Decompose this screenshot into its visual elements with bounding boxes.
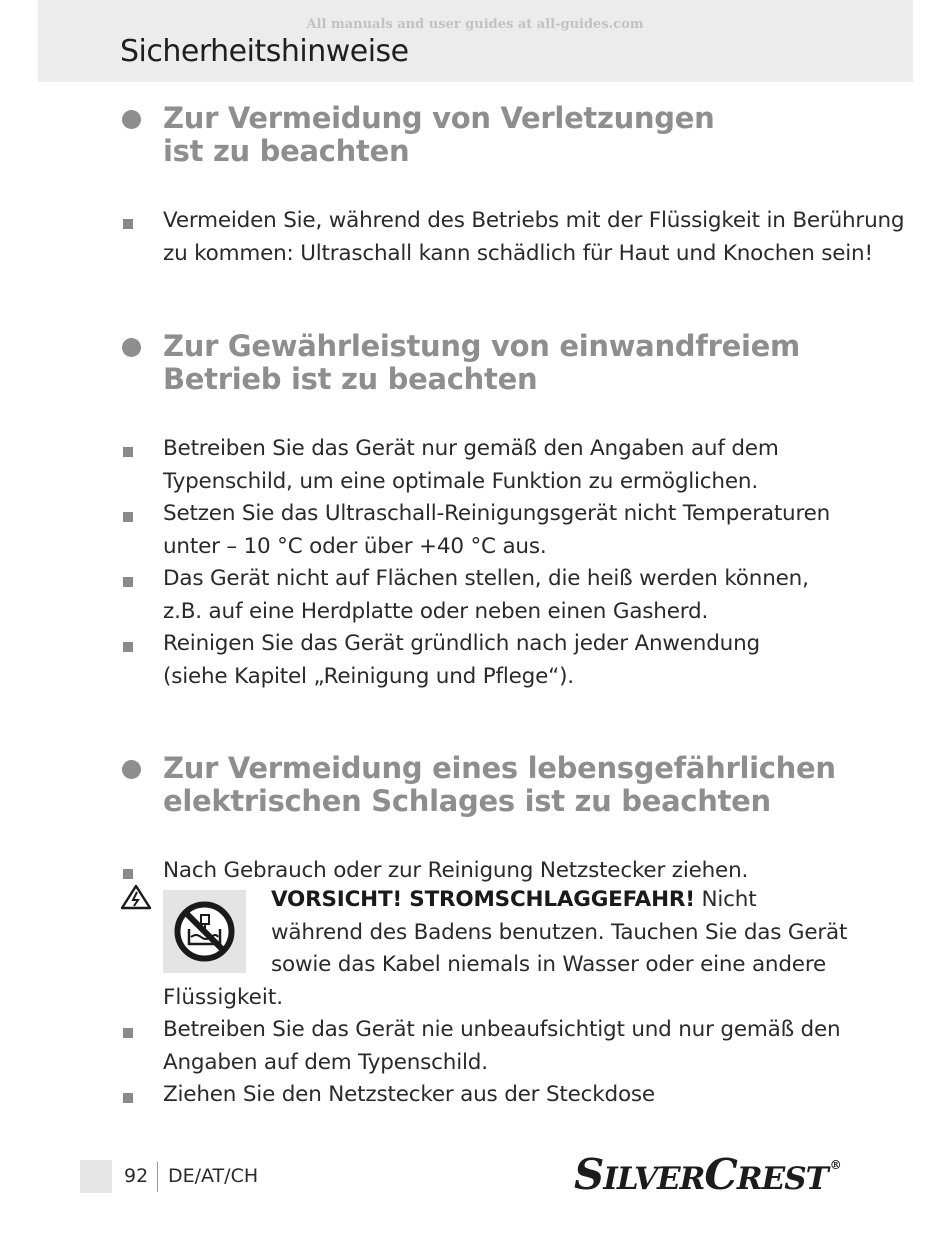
- section-electric-shock-continued: [120, 1014, 840, 1112]
- list-item: Das Gerät nicht auf Flächen stellen, die heiß werden können, z.B. auf eine Herdplatte oder neben einen Gasherd.: [120, 563, 840, 628]
- section-heading: Zur Vermeidung von Verletzungen ist zu beachten: [120, 102, 840, 168]
- warning-triangle-icon: [120, 884, 152, 910]
- square-bullet-icon: [123, 577, 133, 587]
- section-electric-shock: [120, 752, 840, 888]
- warning-continuation: Flüssigkeit.: [163, 985, 284, 1010]
- square-bullet-icon: [123, 1028, 133, 1038]
- footer-divider: [157, 1162, 158, 1192]
- section-heading: Zur Gewährleistung von einwandfreiem Betrieb ist zu beachten: [120, 330, 840, 396]
- list-item: Vermeiden Sie, während des Betriebs mit der Flüssigkeit in Berührung zu kommen: Ultraschall kann schädlich für Haut und Knochen sein!: [120, 205, 840, 270]
- square-bullet-icon: [123, 869, 133, 879]
- list-item: Reinigen Sie das Gerät gründlich nach jeder Anwendung (siehe Kapitel „Reinigung und Pflege“).: [120, 628, 840, 693]
- page-title: Sicherheitshinweise: [120, 34, 409, 69]
- no-bathing-icon: [163, 890, 246, 973]
- warning-text: VORSICHT! STROMSCHLAGGEFAHR! Nicht während des Badens benutzen. Tauchen Sie das Gerät sowie das Kabel niemals in Wasser oder eine andere: [271, 887, 848, 977]
- brand-logo: SILVERCREST ®: [574, 1150, 841, 1199]
- section-heading: Zur Vermeidung eines lebensgefährlichen elektrischen Schlages ist zu beachten: [120, 752, 840, 818]
- footer-tab: [80, 1160, 112, 1193]
- page-number: 92: [124, 1165, 149, 1187]
- heading-bullet-icon: [122, 338, 141, 357]
- square-bullet-icon: [123, 1093, 133, 1103]
- section-operation: [120, 330, 840, 693]
- watermark: All manuals and user guides at all-guides.com: [306, 17, 644, 32]
- heading-bullet-icon: [122, 110, 141, 129]
- square-bullet-icon: [123, 512, 133, 522]
- section-injury: [120, 101, 905, 270]
- region-label: DE/AT/CH: [168, 1165, 259, 1187]
- list-item: Setzen Sie das Ultraschall-Reinigungsgerät nicht Temperaturen unter – 10 °C oder über +40 °C aus.: [120, 498, 840, 563]
- list-item: Betreiben Sie das Gerät nie unbeaufsichtigt und nur gemäß den Angaben auf dem Typenschild.: [120, 1014, 840, 1079]
- warning-label: VORSICHT! STROMSCHLAGGEFAHR!: [271, 887, 695, 912]
- heading-bullet-icon: [122, 760, 141, 779]
- list-item: Ziehen Sie den Netzstecker aus der Steckdose: [120, 1079, 840, 1112]
- list-item: Nach Gebrauch oder zur Reinigung Netzstecker ziehen.: [120, 855, 840, 888]
- list-item: Betreiben Sie das Gerät nur gemäß den Angaben auf dem Typenschild, um eine optimale Funktion zu ermöglichen.: [120, 433, 840, 498]
- square-bullet-icon: [123, 642, 133, 652]
- square-bullet-icon: [123, 447, 133, 457]
- square-bullet-icon: [123, 219, 133, 229]
